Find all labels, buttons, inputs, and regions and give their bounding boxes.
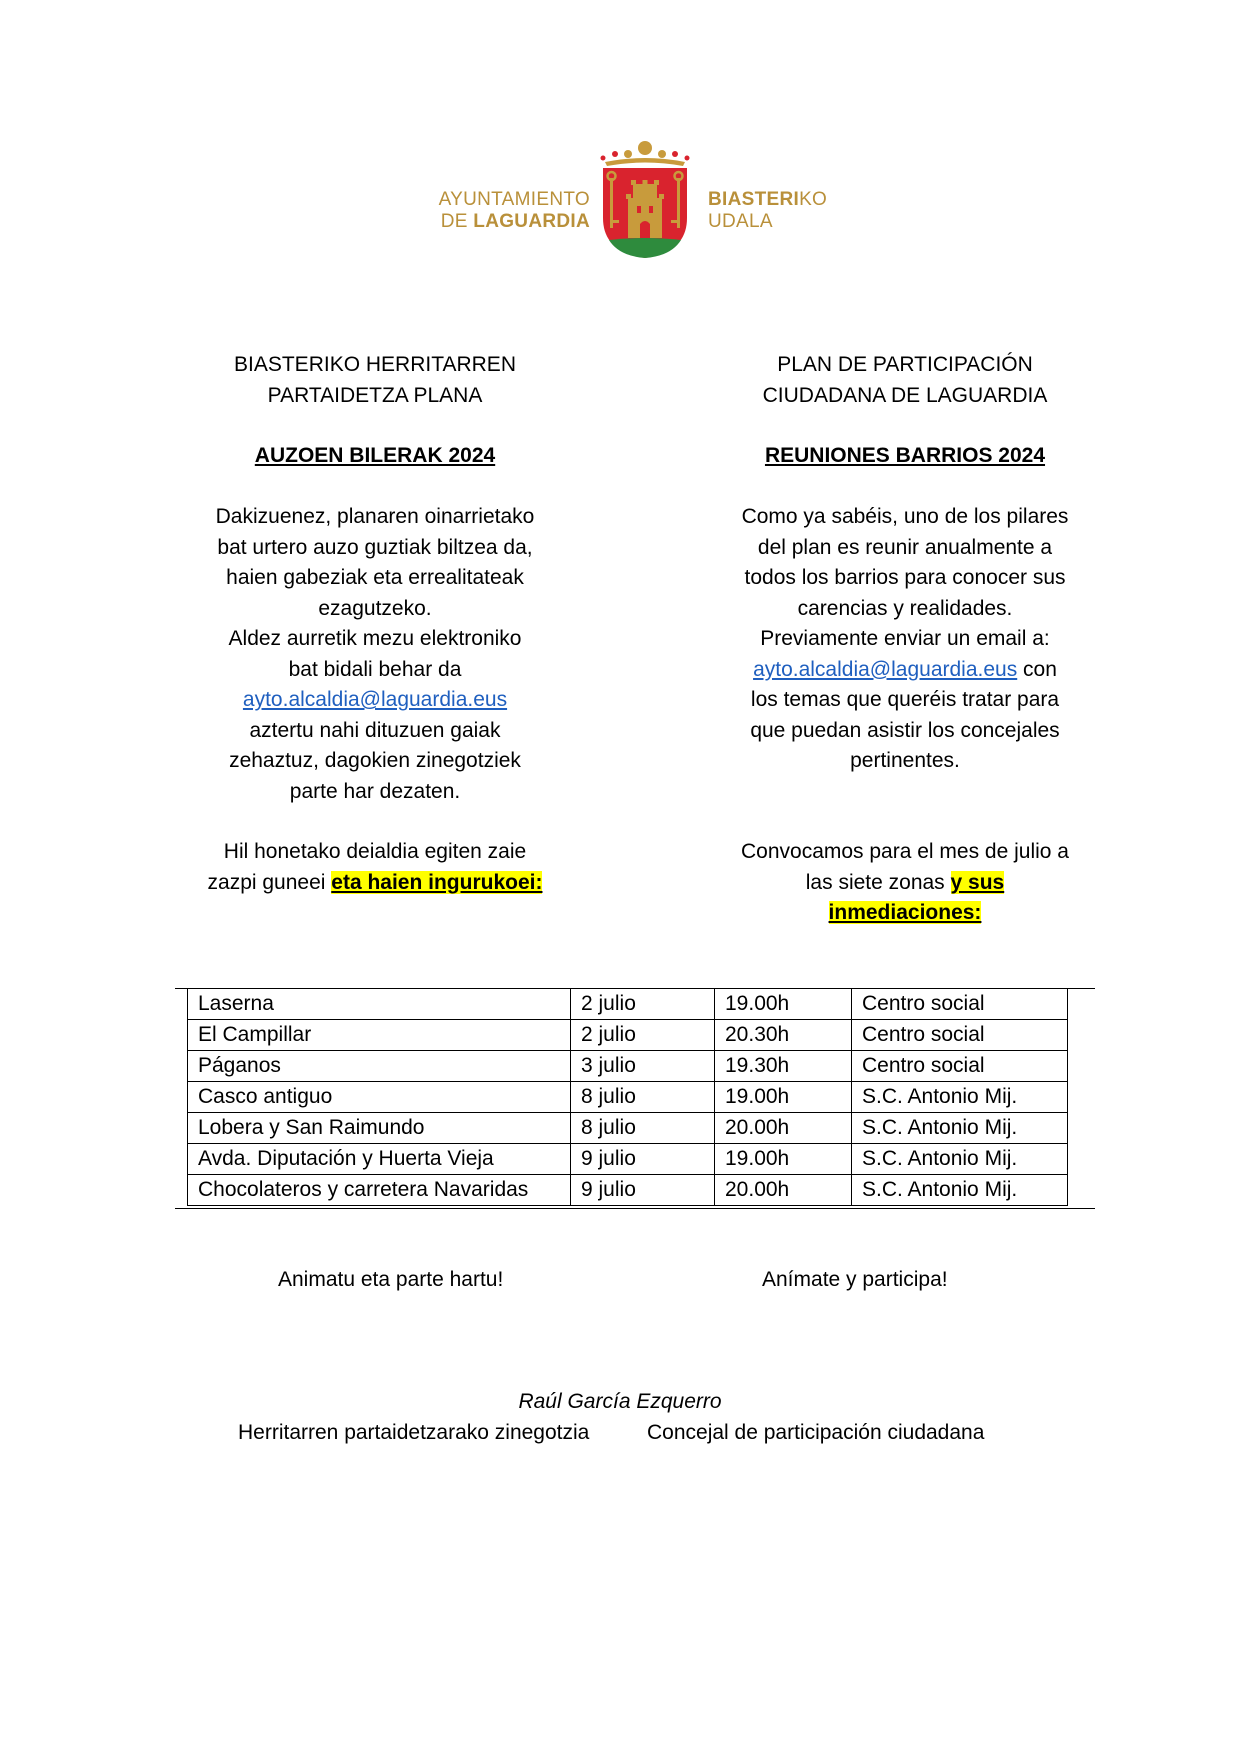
logo-biasteri: BIASTERI — [708, 189, 800, 210]
schedule-row — [188, 1082, 1068, 1113]
schedule-table — [187, 988, 1068, 1206]
logo-udala: UDALA — [708, 211, 773, 232]
spanish-call-text: las siete zonas — [805, 870, 951, 894]
schedule-row — [188, 1020, 1068, 1051]
basque-body-line: aztertu nahi dituzuen gaiak — [249, 718, 501, 742]
header-logo — [0, 140, 1240, 270]
schedule-time-cell: 19.00h — [715, 1144, 852, 1175]
basque-body-line: zehaztuz, dagokien zinegotziek — [229, 749, 521, 772]
schedule-date-cell: 8 julio — [571, 1113, 715, 1144]
logo-laguardia: LAGUARDIA — [473, 211, 590, 232]
spanish-body-line: carencias y realidades. — [797, 596, 1013, 620]
logo-de-laguardia — [420, 211, 590, 233]
logo-ko: KO — [799, 189, 828, 210]
spanish-body — [700, 502, 1110, 777]
basque-body-line: bat urtero auzo guztiak biltzea da, — [217, 535, 533, 559]
schedule-time-cell: 20.30h — [715, 1020, 852, 1051]
spanish-email-suffix: con — [1017, 657, 1057, 681]
schedule-row — [188, 1051, 1068, 1082]
schedule-zone-cell: Casco antiguo — [188, 1082, 571, 1113]
basque-role: Herritarren partaidetzarako zinegotzia — [238, 1421, 590, 1444]
schedule-venue-cell: S.C. Antonio Mij. — [852, 1113, 1068, 1144]
spanish-body-line: pertinentes. — [850, 749, 960, 772]
spanish-call-line1: Convocamos para el mes de julio a — [740, 840, 1069, 863]
spanish-title — [700, 350, 1110, 411]
schedule-zone-cell: Páganos — [188, 1051, 571, 1082]
logo-de: DE — [440, 211, 474, 232]
spanish-closing: Anímate y participa! — [762, 1268, 948, 1291]
logo-biasteriko — [708, 189, 868, 211]
spanish-call — [700, 837, 1110, 929]
logo-text-basque — [708, 189, 868, 233]
basque-call — [170, 837, 580, 898]
schedule-date-cell: 9 julio — [571, 1144, 715, 1175]
spanish-body-line: los temas que queréis tratar para — [750, 688, 1060, 711]
spanish-call-highlight: y sus — [950, 870, 1005, 894]
schedule-time-cell: 19.00h — [715, 989, 852, 1020]
schedule-zone-cell: Laserna — [188, 989, 571, 1020]
signature-name: Raúl García Ezquerro — [518, 1390, 722, 1413]
spanish-body-line: que puedan asistir los concejales — [750, 718, 1060, 742]
basque-closing: Animatu eta parte hartu! — [278, 1268, 504, 1291]
spanish-title-line1: PLAN DE PARTICIPACIÓN — [777, 353, 1033, 376]
spanish-title-line2: CIUDADANA DE LAGUARDIA — [762, 383, 1048, 407]
spanish-role: Concejal de participación ciudadana — [647, 1421, 985, 1444]
spanish-call-line3 — [700, 898, 1110, 929]
spanish-email-link[interactable]: ayto.alcaldia@laguardia.eus — [753, 657, 1018, 681]
schedule-date-cell: 2 julio — [571, 1020, 715, 1051]
schedule-date-cell: 2 julio — [571, 989, 715, 1020]
basque-body-line: parte har dezaten. — [289, 779, 461, 803]
basque-title — [170, 350, 580, 411]
spanish-body-line: todos los barrios para conocer sus — [744, 566, 1066, 589]
schedule-zone-cell: Lobera y San Raimundo — [188, 1113, 571, 1144]
schedule-row — [188, 1175, 1068, 1206]
basque-body — [170, 502, 580, 807]
schedule-date-cell: 8 julio — [571, 1082, 715, 1113]
spanish-call-line2 — [700, 868, 1110, 899]
basque-body-line: Dakizuenez, planaren oinarrietako — [215, 505, 535, 528]
basque-call-highlight: eta haien ingurukoei: — [331, 870, 543, 894]
schedule-time-cell: 19.00h — [715, 1082, 852, 1113]
basque-call-text: zazpi guneei — [207, 870, 332, 894]
schedule-row — [188, 1113, 1068, 1144]
basque-call-line2 — [170, 868, 580, 899]
schedule-zone-cell: El Campillar — [188, 1020, 571, 1051]
basque-title-line2: PARTAIDETZA PLANA — [267, 383, 483, 407]
coat-of-arms-icon — [595, 140, 695, 260]
spanish-body-line: del plan es reunir anualmente a — [757, 535, 1053, 559]
schedule-zone-cell: Chocolateros y carretera Navaridas — [188, 1175, 571, 1206]
schedule-time-cell: 20.00h — [715, 1175, 852, 1206]
spanish-body-line: Previamente enviar un email a: — [760, 627, 1050, 650]
schedule-date-cell: 9 julio — [571, 1175, 715, 1206]
basque-email-link[interactable]: ayto.alcaldia@laguardia.eus — [242, 688, 508, 711]
basque-body-line: bat bidali behar da — [288, 657, 462, 681]
spanish-body-line: Como ya sabéis, uno de los pilares — [741, 505, 1069, 528]
schedule-row — [188, 1144, 1068, 1175]
schedule-venue-cell: Centro social — [852, 1051, 1068, 1082]
spanish-email-line — [700, 655, 1110, 686]
schedule-zone-cell: Avda. Diputación y Huerta Vieja — [188, 1144, 571, 1175]
schedule-time-cell: 19.30h — [715, 1051, 852, 1082]
schedule-venue-cell: Centro social — [852, 1020, 1068, 1051]
spanish-call-highlight: inmediaciones: — [828, 901, 982, 924]
logo-text-spanish — [420, 189, 590, 233]
schedule-venue-cell: Centro social — [852, 989, 1068, 1020]
schedule-time-cell: 20.00h — [715, 1113, 852, 1144]
schedule-row — [188, 989, 1068, 1020]
schedule-venue-cell: S.C. Antonio Mij. — [852, 1175, 1068, 1206]
basque-call-line1: Hil honetako deialdia egiten zaie — [223, 840, 527, 863]
basque-title-line1: BIASTERIKO HERRITARREN — [234, 353, 516, 376]
schedule-table-body — [188, 989, 1068, 1206]
basque-body-line: Aldez aurretik mezu elektroniko — [228, 627, 522, 650]
logo-ayuntamiento: AYUNTAMIENTO — [438, 189, 590, 210]
spanish-subtitle: REUNIONES BARRIOS 2024 — [764, 444, 1046, 467]
schedule-venue-cell: S.C. Antonio Mij. — [852, 1082, 1068, 1113]
basque-body-line: ezagutzeko. — [318, 596, 432, 620]
schedule-date-cell: 3 julio — [571, 1051, 715, 1082]
table-bottom-rule — [175, 1208, 1095, 1209]
schedule-venue-cell: S.C. Antonio Mij. — [852, 1144, 1068, 1175]
basque-email-line — [170, 685, 580, 716]
basque-body-line: haien gabeziak eta errealitateak — [226, 566, 524, 589]
basque-subtitle: AUZOEN BILERAK 2024 — [254, 444, 496, 467]
